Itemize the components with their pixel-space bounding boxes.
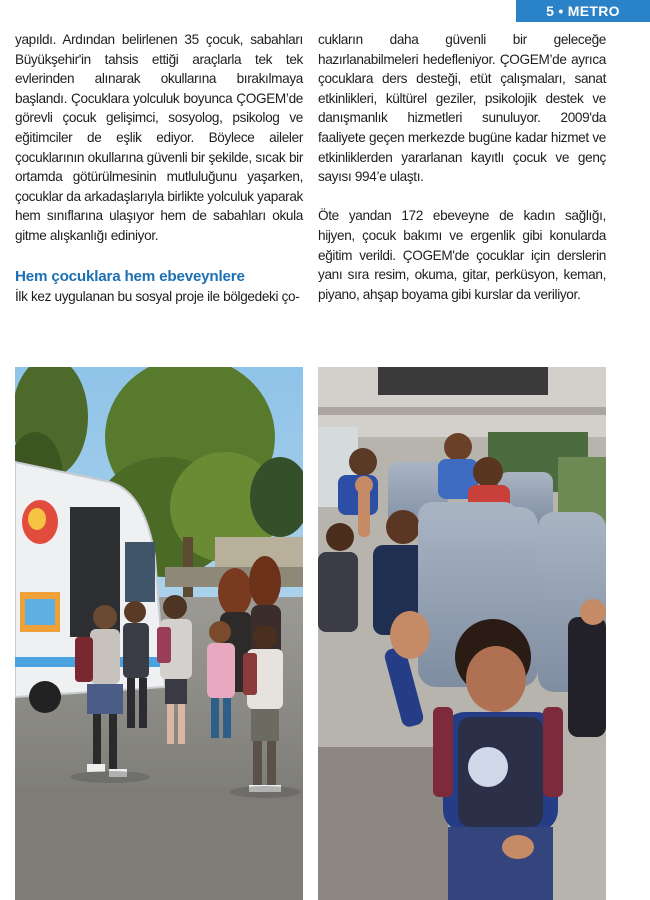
page-number-tag: 5 • METRO: [516, 0, 650, 22]
photo-children-in-minibus: [318, 367, 606, 900]
article-paragraph: yapıldı. Ardından belirlenen 35 çocuk, sabahları Büyükşehir'in tahsis ettiği araçlarla tek tek evlerinden alınarak okullarına bırakılmaya başlandı. Çocuklara yolculuk boyunca ÇOGEM’de görevli çocuk gelişimci, sosyolog, psikolog ve eğitimciler de eşlik ediyor. Böylece aileler çocuklarının okullarına güvenli bir şekilde, sıcak bir ortamda götürülmesinin mutluluğunu yaşarken, çocuklar da arkadaşlarıyla birlikte yolculuk yaparak hem sınıflarına ulaşıyor hem de sabahları okula gitme alışkanlığı ediniyor.: [15, 32, 303, 243]
article-column-left: [15, 30, 303, 306]
article-paragraph: cukların daha güvenli bir geleceğe hazırlanabilmeleri hedefleniyor. ÇOGEM’de ayrıca çocuklara ders desteği, etüt çalışmaları, sanat etkinlikleri, kültürel geziler, psikolojik destek ve danışmanlık hizmetleri sunuluyor. 2009'da faaliyete geçen merkezde bugüne kadar hizmet ve etkinliklerden yararlanan kayıtlı çocuk ve genç sayısı 994’e ulaştı.: [318, 32, 606, 185]
article-paragraph: Öte yandan 172 ebeveyne de kadın sağlığı, hijyen, çocuk bakımı ve ergenlik gibi konularda eğitim verildi. ÇOGEM'de çocuklar için derslerin yanı sıra resim, okuma, gitar, perküsyon, keman, piyano, ahşap boyama gibi kurslar da veriliyor.: [318, 208, 606, 302]
photo-children-at-minibus: [15, 367, 303, 900]
article-subheading: Hem çocuklara hem ebeveynlere: [15, 267, 245, 285]
article-column-right: [318, 30, 606, 304]
article-paragraph: İlk kez uygulanan bu sosyal proje ile bölgedeki ço-: [15, 288, 300, 304]
